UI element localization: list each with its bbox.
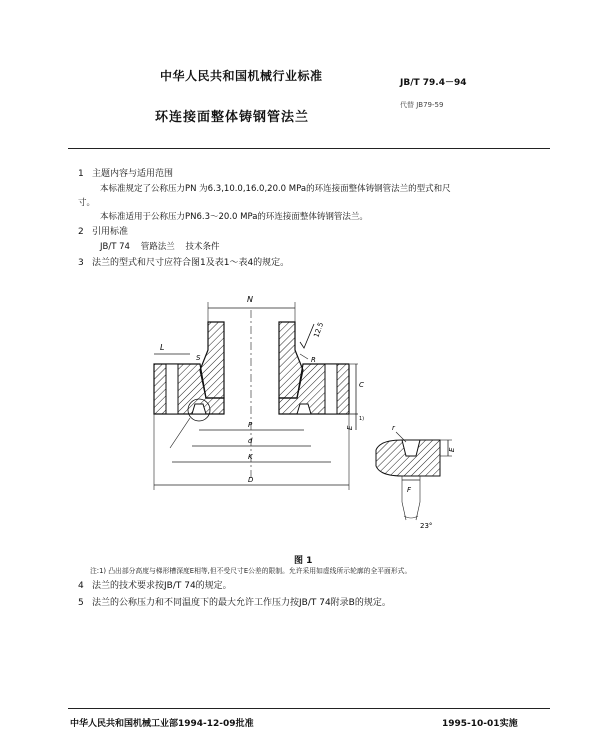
section-1-number: 1	[78, 169, 84, 179]
label-N: N	[247, 295, 253, 304]
label-angle: 23°	[420, 522, 433, 530]
figure-1-drawing	[140, 280, 460, 540]
figure-note: 注:1) 凸出部分高度与梯形槽深度E相等,但不受尺寸E公差的限制。允许采用如虚线所示轮廓的全平面形式。	[90, 567, 412, 575]
section-5-text: 法兰的公称压力和不同温度下的最大允许工作压力按JB/T 74附录B的规定。	[92, 598, 391, 608]
effective-date: 1995-10-01实施	[442, 719, 518, 729]
label-E: E	[448, 447, 456, 452]
section-2-number: 2	[78, 227, 84, 237]
section-4-text: 法兰的技术要求按JB/T 74的规定。	[92, 581, 232, 591]
section-2-reference: JB/T 74 管路法兰 技术条件	[100, 242, 220, 252]
footer-rule	[68, 708, 550, 709]
section-3-number: 3	[78, 258, 84, 268]
label-r: r	[392, 424, 395, 432]
label-L: L	[160, 343, 165, 352]
section-1-para-1-cont: 寸。	[78, 198, 96, 208]
label-E1: E	[346, 425, 354, 430]
dimension-K	[172, 453, 331, 462]
label-K: K	[248, 453, 253, 461]
section-1-heading: 主题内容与适用范围	[92, 169, 174, 179]
label-roughness: 12.5	[312, 321, 326, 339]
label-R: R	[311, 356, 316, 364]
label-P: P	[248, 421, 253, 429]
section-5-number: 5	[78, 598, 84, 608]
groove-detail	[376, 424, 456, 530]
label-D: D	[248, 476, 254, 484]
label-d: d	[248, 437, 253, 445]
dimension-P	[199, 421, 304, 430]
label-C: C	[359, 381, 364, 389]
replaces-note: 代替 JB79-59	[400, 101, 444, 109]
standard-code: JB/T 79.4－94	[400, 78, 467, 88]
section-1-para-2: 本标准适用于公称压力PN6.3～20.0 MPa的环连接面整体铸钢管法兰。	[100, 212, 368, 222]
figure-caption: 图 1	[294, 556, 313, 566]
label-F: F	[407, 486, 412, 494]
document-title: 环连接面整体铸钢管法兰	[155, 110, 310, 125]
section-2-heading: 引用标准	[92, 227, 129, 237]
approval-date: 中华人民共和国机械工业部1994-12-09批准	[70, 719, 254, 729]
header-rule	[68, 148, 550, 149]
dimension-d	[192, 437, 311, 446]
section-4-number: 4	[78, 581, 84, 591]
standard-category: 中华人民共和国机械行业标准	[160, 69, 323, 83]
label-S: S	[196, 354, 201, 362]
section-3-heading: 法兰的型式和尺寸应符合图1及表1～表4的规定。	[92, 258, 290, 268]
roughness-symbol	[300, 321, 325, 348]
section-1-para-1: 本标准规定了公称压力PN 为6.3,10.0,16.0,20.0 MPa的环连接面整体铸钢管法兰的型式和尺	[100, 184, 451, 194]
dimension-L	[154, 343, 190, 354]
label-sup1: 1)	[359, 416, 365, 422]
